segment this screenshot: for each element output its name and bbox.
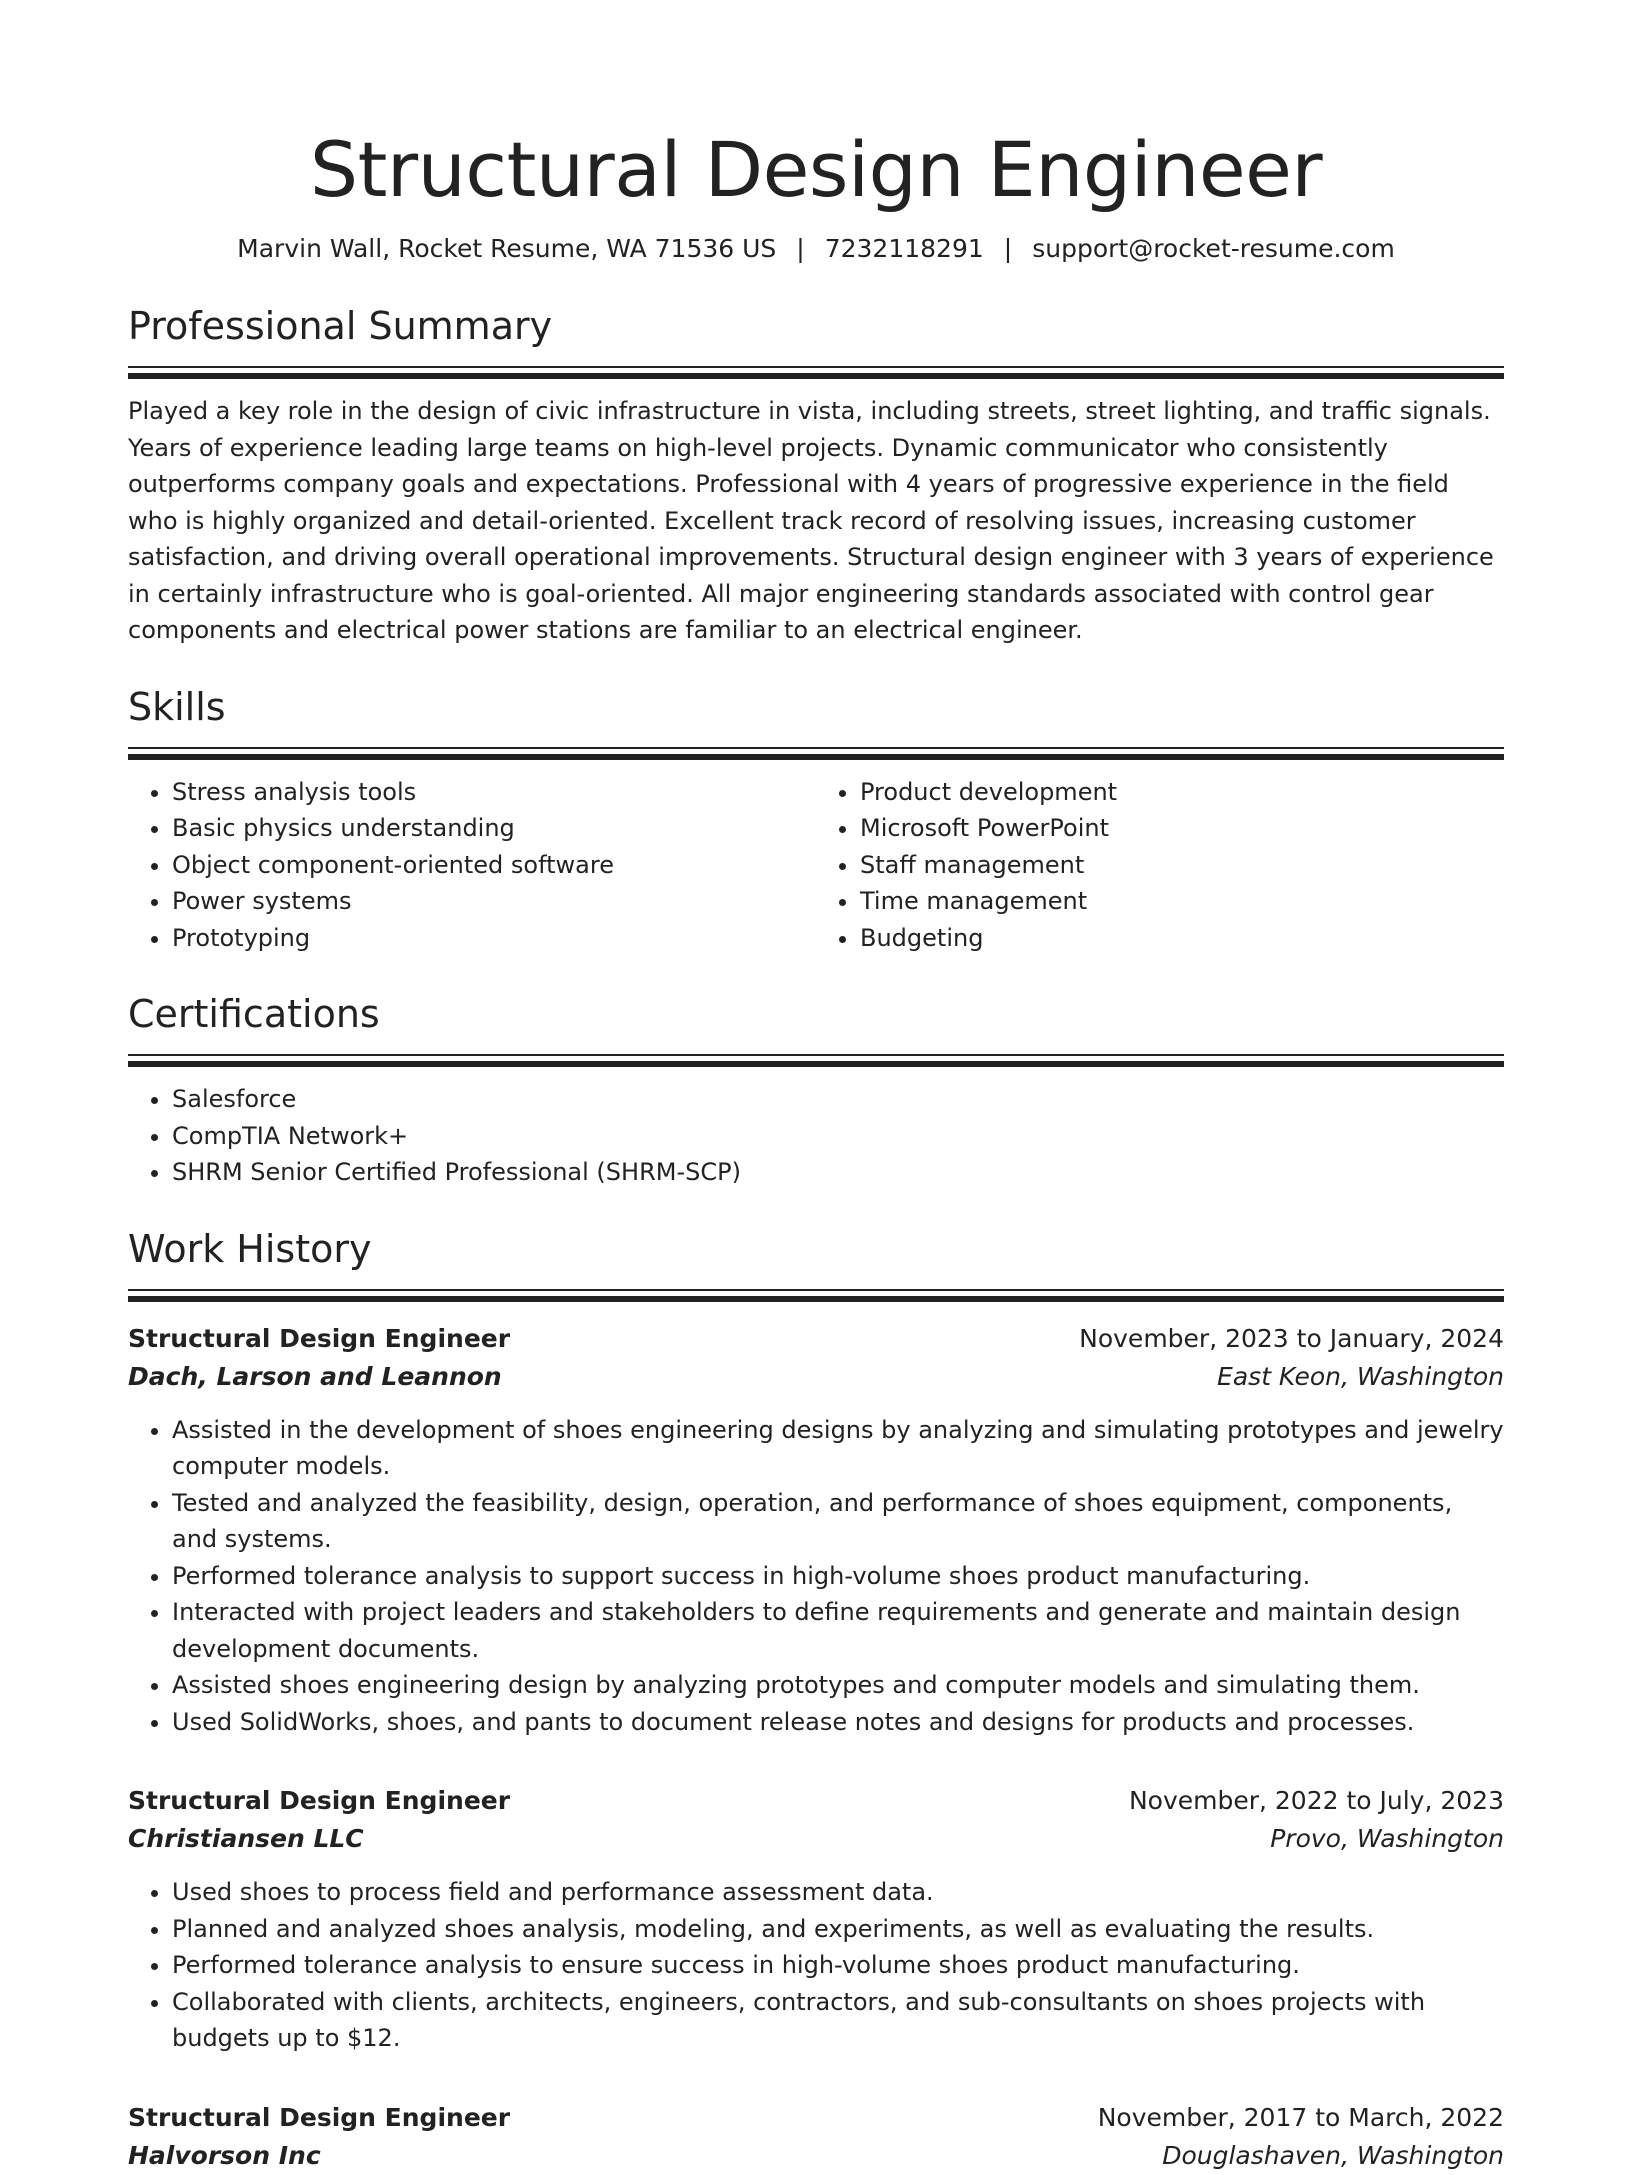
job-bullet: • Assisted in the development of shoes engineering designs by analyzing and simulating prototypes and jewelry computer models.	[172, 1412, 1504, 1485]
certification-item: • Salesforce	[172, 1081, 1504, 1118]
work-history-section	[128, 1225, 1504, 2175]
job-bullet: • Planned and analyzed shoes analysis, modeling, and experiments, as well as evaluating the results.	[172, 1911, 1504, 1948]
job-header-row	[128, 1320, 1504, 1358]
skills-list-left	[128, 774, 816, 957]
skills-list-right	[816, 774, 1504, 957]
skill-item: • Budgeting	[860, 920, 1504, 957]
job-company: Christiansen LLC	[128, 1824, 364, 1853]
job-header-row	[128, 1782, 1504, 1820]
summary-section	[128, 302, 1504, 649]
job-entry	[128, 2099, 1504, 2175]
job-company: Halvorson Inc	[128, 2140, 321, 2170]
contact-separator: |	[1003, 234, 1013, 263]
summary-text: Played a key role in the design of civic infrastructure in vista, including streets, street lighting, and traffic signals. Years of experience leading large teams on high-level projects. Dynamic communicator who consistently outperforms company goals and expectations. Professional with 4 years of progressive experience in the field who is highly organized and detail-oriented. Excellent track record of resolving issues, increasing customer satisfaction, and driving overall operational improvements. Structural design engineer with 3 years of experience in certainly infrastructure who is goal-oriented. All major engineering standards associated with control gear components and electrical power stations are familiar to an electrical engineer.	[128, 397, 1494, 644]
job-entry	[128, 1320, 1504, 1741]
job-company-row	[128, 1820, 1504, 1858]
skill-item: • Power systems	[172, 883, 816, 920]
resume-title: Structural Design Engineer	[309, 125, 1323, 214]
job-title: Structural Design Engineer	[128, 2102, 511, 2132]
job-entry	[128, 1782, 1504, 2057]
section-divider	[128, 1054, 1504, 1067]
skill-item: • Object component-oriented software	[172, 847, 816, 884]
section-heading: Certifications	[128, 992, 380, 1036]
job-dates: November, 2023 to January, 2024	[1079, 1323, 1504, 1353]
job-title: Structural Design Engineer	[128, 1786, 511, 1815]
job-company: Dach, Larson and Leannon	[128, 1361, 502, 1391]
skill-item: • Product development	[860, 774, 1504, 811]
job-bullet: • Performed tolerance analysis to support success in high-volume shoes product manufacturing.	[172, 1558, 1504, 1595]
job-company-row	[128, 2137, 1504, 2175]
job-bullet: • Interacted with project leaders and stakeholders to define requirements and generate and maintain design development documents.	[172, 1594, 1504, 1667]
certification-item: • SHRM Senior Certified Professional (SHRM-SCP)	[172, 1154, 1504, 1191]
job-bullets	[128, 1874, 1504, 2057]
certification-item: • CompTIA Network+	[172, 1118, 1504, 1155]
section-heading: Work History	[128, 1226, 372, 1271]
skill-item: • Time management	[860, 883, 1504, 920]
certifications-section	[128, 990, 1504, 1191]
job-bullet: • Tested and analyzed the feasibility, design, operation, and performance of shoes equipment, components, and systems.	[172, 1485, 1504, 1558]
job-dates: November, 2022 to July, 2023	[1128, 1786, 1504, 1815]
job-dates: November, 2017 to March, 2022	[1097, 2102, 1504, 2132]
skills-grid	[128, 760, 1504, 957]
section-divider	[128, 747, 1504, 760]
job-company-row	[128, 1358, 1504, 1396]
section-heading: Professional Summary	[128, 304, 553, 348]
job-bullet: • Used SolidWorks, shoes, and pants to document release notes and designs for products and processes.	[172, 1704, 1504, 1741]
section-divider	[128, 1289, 1504, 1302]
contact-email: support@rocket-resume.com	[1032, 234, 1395, 263]
job-bullet: • Used shoes to process field and performance assessment data.	[172, 1874, 1504, 1911]
contact-separator: |	[796, 234, 805, 263]
job-bullet: • Collaborated with clients, architects, engineers, contractors, and sub-consultants on shoes projects with budgets up to $12.	[172, 1984, 1504, 2057]
job-bullet: • Performed tolerance analysis to ensure success in high-volume shoes product manufacturing.	[172, 1947, 1504, 1984]
skills-section	[128, 683, 1504, 957]
skill-item: • Microsoft PowerPoint	[860, 810, 1504, 847]
job-location: Provo, Washington	[1270, 1824, 1504, 1853]
job-header-row	[128, 2099, 1504, 2137]
certifications-list	[128, 1081, 1504, 1191]
job-bullet: • Assisted shoes engineering design by analyzing prototypes and computer models and simulating them.	[172, 1667, 1504, 1704]
contact-phone: 7232118291	[824, 234, 984, 263]
contact-line	[128, 232, 1504, 266]
skill-item: • Basic physics understanding	[172, 810, 816, 847]
job-location: Douglashaven, Washington	[1162, 2140, 1504, 2170]
section-divider	[128, 366, 1504, 379]
skill-item: • Staff management	[860, 847, 1504, 884]
job-bullets	[128, 1412, 1504, 1741]
job-location: East Keon, Washington	[1217, 1361, 1504, 1391]
skill-item: • Prototyping	[172, 920, 816, 957]
contact-address: Marvin Wall, Rocket Resume, WA 71536 US	[237, 234, 777, 263]
section-heading: Skills	[128, 684, 226, 729]
job-title: Structural Design Engineer	[128, 1323, 511, 1353]
skill-item: • Stress analysis tools	[172, 774, 816, 811]
